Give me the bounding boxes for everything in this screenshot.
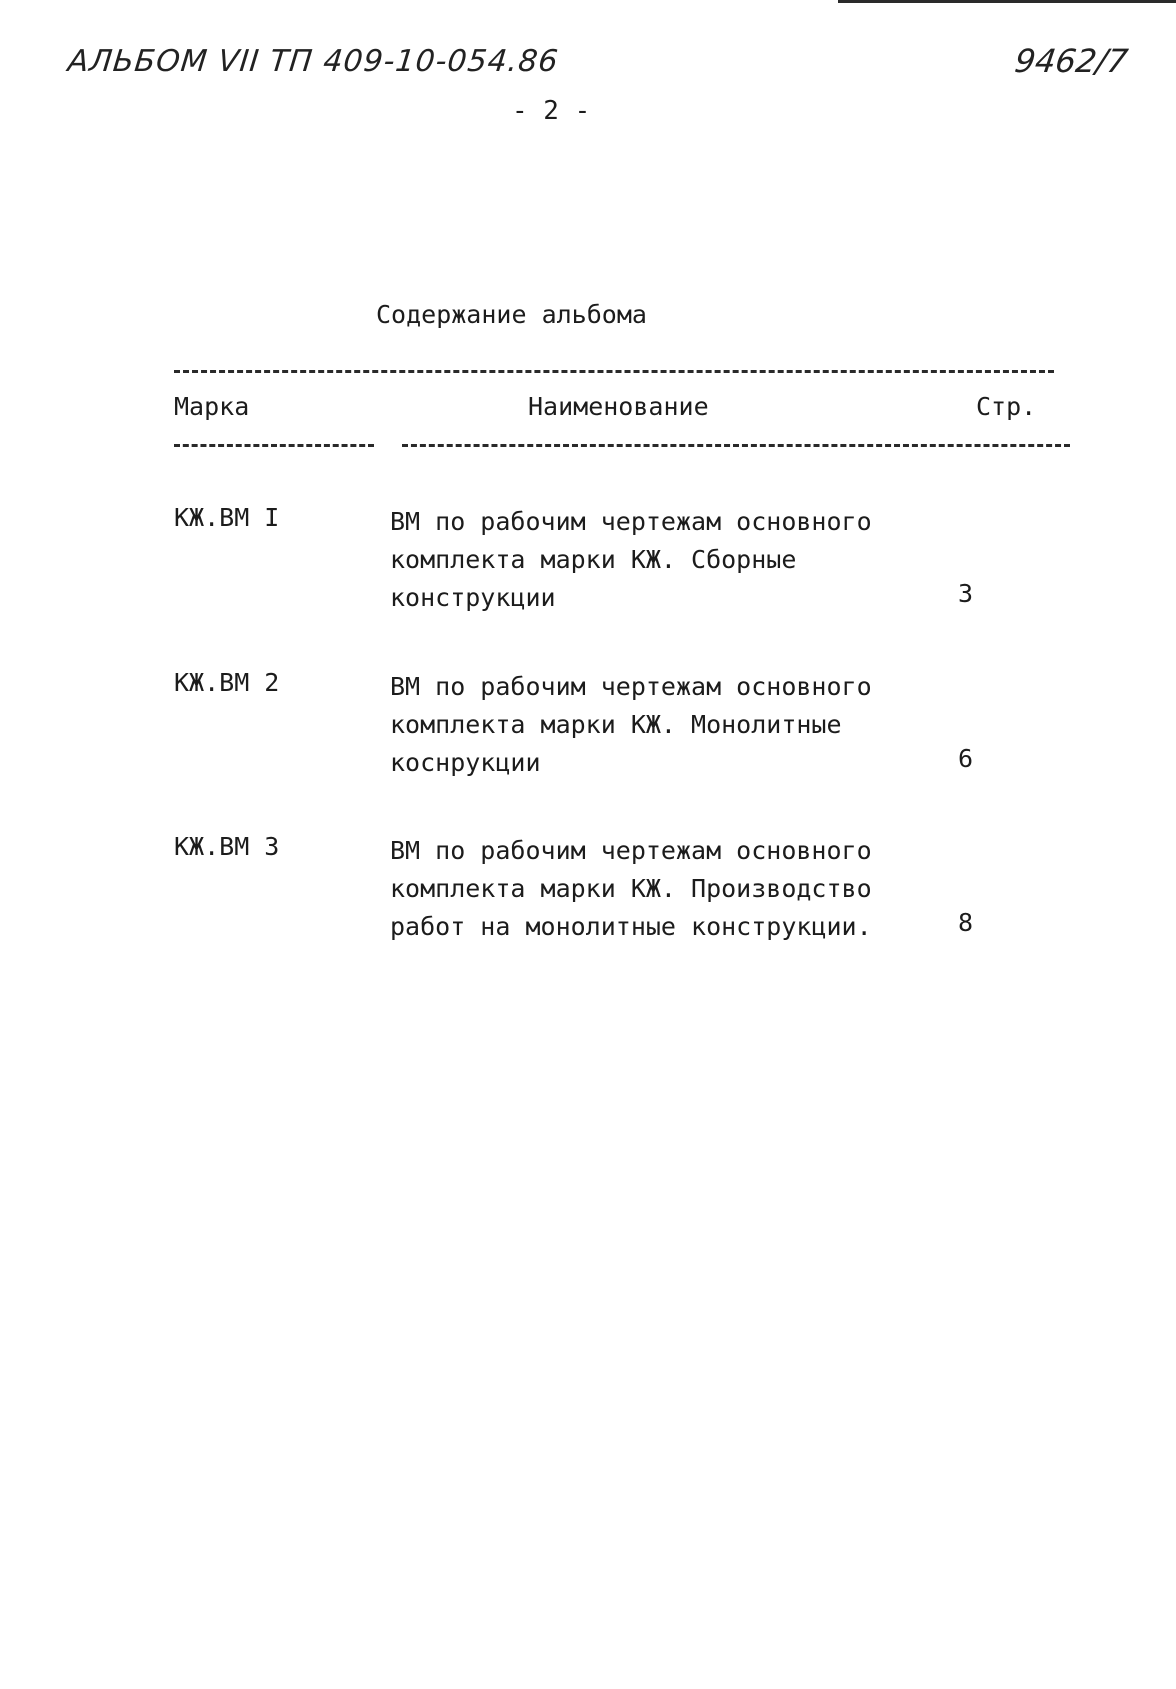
album-handwritten-label: АЛЬБОМ VII ТП 409-10-054.86 [66,44,561,79]
header-bottom-rule-left [174,444,374,447]
toc-row [0,503,1176,633]
page-number: - 2 - [512,96,591,126]
toc-row-name [390,832,910,946]
toc-row-name [390,668,910,782]
header-bottom-rule-right [402,444,1070,447]
column-header-mark: Марка [174,392,250,421]
toc-row-name-line: комплекта марки КЖ. Сборные [390,545,797,574]
scan-edge-mark [838,0,1176,3]
toc-row-mark: КЖ.ВМ I [174,503,280,532]
toc-row-page: 6 [958,744,974,773]
table-top-rule [174,370,1054,373]
toc-row-page: 8 [958,908,974,937]
toc-row-mark: КЖ.ВМ 3 [174,832,280,861]
column-header-page: Стр. [976,392,1037,421]
toc-row-name-line: комплекта марки КЖ. Монолитные [390,710,842,739]
toc-row-name-line: комплекта марки КЖ. Производство [390,874,872,903]
toc-row [0,668,1176,798]
toc-row-name-line: ВМ по рабочим чертежам основного [390,836,872,865]
toc-row-name-line: ВМ по рабочим чертежам основного [390,672,872,701]
toc-row-name-line: работ на монолитные конструкции. [390,912,872,941]
doc-number-handwritten: 9462/7 [1012,42,1131,80]
toc-row-name-line: ВМ по рабочим чертежам основного [390,507,872,536]
toc-title: Содержание альбома [376,300,647,329]
toc-row [0,832,1176,962]
toc-row-page: 3 [958,579,974,608]
toc-row-mark: КЖ.ВМ 2 [174,668,280,697]
toc-row-name-line: конструкции [390,583,556,612]
toc-row-name [390,503,910,617]
column-header-name: Наименование [528,392,709,421]
toc-row-name-line: коснрукции [390,748,541,777]
